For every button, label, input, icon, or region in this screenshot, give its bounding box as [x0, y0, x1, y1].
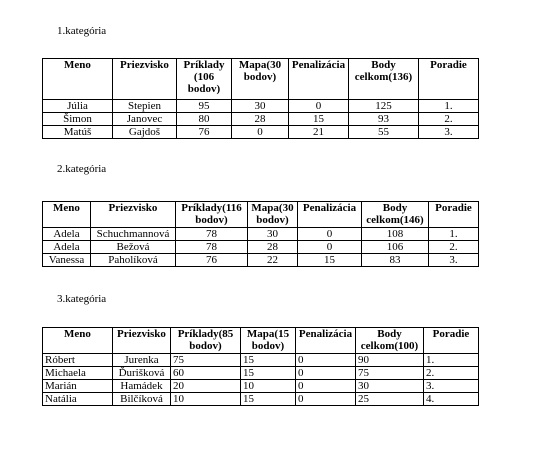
table-row	[43, 380, 479, 393]
table-cell: Michaela	[43, 367, 113, 380]
table-cell: Schuchmannová	[91, 228, 176, 241]
table-cell: Jurenka	[113, 354, 171, 367]
table-cell: 75	[356, 367, 424, 380]
table-header-row	[43, 202, 479, 228]
table-row	[43, 113, 479, 126]
table-cell: 15	[241, 367, 296, 380]
table-cell: 0	[296, 393, 356, 406]
table-cell: 80	[177, 113, 232, 126]
header-cell: Meno	[43, 202, 91, 228]
table-cell: 15	[241, 393, 296, 406]
table-cell: 3.	[429, 254, 479, 267]
table-cell: Paholíková	[91, 254, 176, 267]
table-cell: Adela	[43, 241, 91, 254]
table-cell: 15	[298, 254, 362, 267]
header-cell: Mapa(30 bodov)	[248, 202, 298, 228]
table-cell: 93	[349, 113, 419, 126]
category-1-title: 1.kategória	[57, 25, 107, 37]
table-cell: 2.	[429, 241, 479, 254]
table-cell: 78	[176, 241, 248, 254]
header-cell: Poradie	[419, 59, 479, 100]
table-cell: 15	[241, 354, 296, 367]
table-row	[43, 393, 479, 406]
table-row	[43, 228, 479, 241]
header-cell: Meno	[43, 328, 113, 354]
table-cell: 21	[289, 126, 349, 139]
table-cell: 0	[289, 100, 349, 113]
header-cell: Mapa(30 bodov)	[232, 59, 289, 100]
category-2-title: 2.kategória	[57, 163, 107, 175]
header-cell: Príklady(116 bodov)	[176, 202, 248, 228]
header-cell: Meno	[43, 59, 113, 100]
header-cell: Mapa(15 bodov)	[241, 328, 296, 354]
table-cell: Natália	[43, 393, 113, 406]
table-cell: 76	[177, 126, 232, 139]
category-2-table	[42, 201, 479, 267]
table-cell: 15	[289, 113, 349, 126]
table-cell: 95	[177, 100, 232, 113]
header-cell: Príklady (106 bodov)	[177, 59, 232, 100]
table-cell: Bežová	[91, 241, 176, 254]
table-cell: 2.	[419, 113, 479, 126]
table-header-row	[43, 59, 479, 100]
header-cell: Body celkom(100)	[356, 328, 424, 354]
table-cell: 22	[248, 254, 298, 267]
table-cell: 1.	[424, 354, 479, 367]
table-cell: 60	[171, 367, 241, 380]
category-3-title: 3.kategória	[57, 293, 107, 305]
table-cell: Bilčíková	[113, 393, 171, 406]
table-cell: 0	[296, 367, 356, 380]
table-cell: 76	[176, 254, 248, 267]
table-cell: 30	[248, 228, 298, 241]
table-cell: Šimon	[43, 113, 113, 126]
table-cell: 78	[176, 228, 248, 241]
header-cell: Body celkom(136)	[349, 59, 419, 100]
table-cell: Gajdoš	[113, 126, 177, 139]
header-cell: Penalizácia	[296, 328, 356, 354]
table-cell: Matúš	[43, 126, 113, 139]
header-cell: Priezvisko	[91, 202, 176, 228]
table-cell: 1.	[429, 228, 479, 241]
table-row	[43, 367, 479, 380]
table-header-row	[43, 328, 479, 354]
table-row	[43, 100, 479, 113]
header-cell: Penalizácia	[289, 59, 349, 100]
table-cell: 55	[349, 126, 419, 139]
table-cell: 125	[349, 100, 419, 113]
table-cell: 25	[356, 393, 424, 406]
table-cell: 30	[232, 100, 289, 113]
category-1-table	[42, 58, 479, 139]
table-cell: 30	[356, 380, 424, 393]
table-cell: 0	[232, 126, 289, 139]
table-row	[43, 241, 479, 254]
table-cell: 1.	[419, 100, 479, 113]
table-row	[43, 354, 479, 367]
table-cell: 28	[248, 241, 298, 254]
table-cell: 3.	[419, 126, 479, 139]
table-cell: 10	[171, 393, 241, 406]
header-cell: Priezvisko	[113, 59, 177, 100]
table-row	[43, 126, 479, 139]
table-cell: 4.	[424, 393, 479, 406]
table-cell: 83	[362, 254, 429, 267]
table-cell: 2.	[424, 367, 479, 380]
table-cell: Janovec	[113, 113, 177, 126]
table-cell: 0	[298, 228, 362, 241]
table-cell: 0	[298, 241, 362, 254]
category-3-table	[42, 327, 479, 406]
table-row	[43, 254, 479, 267]
header-cell: Priezvisko	[113, 328, 171, 354]
table-cell: Róbert	[43, 354, 113, 367]
table-cell: Ďurišková	[113, 367, 171, 380]
table-cell: Hamádek	[113, 380, 171, 393]
header-cell: Poradie	[429, 202, 479, 228]
table-cell: Júlia	[43, 100, 113, 113]
table-cell: Adela	[43, 228, 91, 241]
table-cell: 28	[232, 113, 289, 126]
table-cell: 108	[362, 228, 429, 241]
table-cell: 20	[171, 380, 241, 393]
table-cell: Marián	[43, 380, 113, 393]
table-cell: 0	[296, 354, 356, 367]
header-cell: Príklady(85 bodov)	[171, 328, 241, 354]
table-cell: 10	[241, 380, 296, 393]
table-cell: Vanessa	[43, 254, 91, 267]
header-cell: Body celkom(146)	[362, 202, 429, 228]
header-cell: Penalizácia	[298, 202, 362, 228]
table-cell: 75	[171, 354, 241, 367]
table-cell: 3.	[424, 380, 479, 393]
table-cell: 106	[362, 241, 429, 254]
table-cell: Stepien	[113, 100, 177, 113]
header-cell: Poradie	[424, 328, 479, 354]
table-cell: 90	[356, 354, 424, 367]
table-cell: 0	[296, 380, 356, 393]
